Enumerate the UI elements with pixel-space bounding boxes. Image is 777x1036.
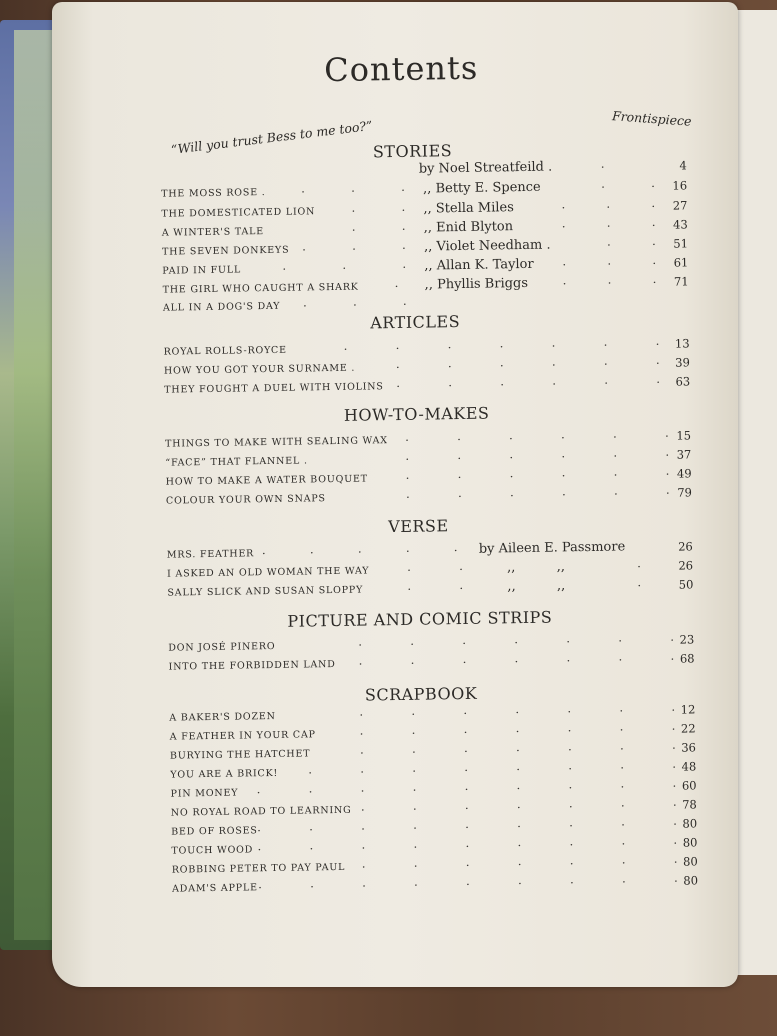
toc-page: 80 xyxy=(682,816,698,831)
section-heading-stories: STORIES xyxy=(372,141,453,162)
toc-page: 12 xyxy=(680,702,696,717)
toc-title: ROBBING PETER TO PAY PAUL xyxy=(171,861,346,876)
toc-page: 51 xyxy=(673,236,689,251)
section-heading-articles: ARTICLES xyxy=(370,312,461,333)
toc-row: MRS. FEATHER . . . . . by Aileen E. Passmore 26 xyxy=(166,539,693,561)
toc-page: 36 xyxy=(681,740,697,755)
toc-page: 80 xyxy=(682,835,698,850)
toc-author: by Aileen E. Passmore xyxy=(478,539,626,557)
toc-title: THINGS TO MAKE WITH SEALING WAX xyxy=(165,435,388,450)
toc-page: 61 xyxy=(673,255,689,270)
toc-row: ALL IN A DOG'S DAY . . . xyxy=(162,293,407,314)
toc-page: 78 xyxy=(682,797,697,812)
toc-page: 4 xyxy=(679,158,687,173)
toc-title: HOW TO MAKE A WATER BOUQUET xyxy=(165,473,368,488)
toc-page: 26 xyxy=(678,558,694,573)
toc-page: 37 xyxy=(676,447,692,462)
toc-title: THE MOSS ROSE . xyxy=(161,187,266,200)
toc-title: COLOUR YOUR OWN SNAPS xyxy=(165,493,326,507)
toc-page: 43 xyxy=(672,217,688,232)
toc-row: BED OF ROSES . . . . . . . . . 80 xyxy=(171,813,698,838)
toc-row: by Noel Streatfeild . . 4 xyxy=(418,156,687,177)
toc-title: YOU ARE A BRICK! xyxy=(170,767,279,781)
toc-title: MRS. FEATHER xyxy=(166,548,255,561)
toc-row: DON JOSÉ PINERO . . . . . . . 23 xyxy=(168,629,695,654)
toc-row: PIN MONEY . . . . . . . . . 60 xyxy=(170,775,697,800)
toc-page: 22 xyxy=(680,721,696,736)
toc-title: SALLY SLICK AND SUSAN SLOPPY xyxy=(167,584,364,599)
toc-author: ,, Violet Needham . xyxy=(423,237,551,255)
toc-title: A FEATHER IN YOUR CAP xyxy=(169,729,316,743)
toc-row: THE SEVEN DONKEYS . . . ,, Violet Needham . . . 51 xyxy=(161,233,689,258)
frontispiece-label: Frontispiece xyxy=(611,108,692,129)
toc-title: THE SEVEN DONKEYS xyxy=(161,244,290,258)
toc-title: A BAKER'S DOZEN xyxy=(169,710,276,724)
toc-row: I ASKED AN OLD WOMAN THE WAY . . ,, ,, . 26 xyxy=(167,556,694,580)
toc-page: 50 xyxy=(678,577,694,592)
toc-page: 79 xyxy=(677,485,693,500)
toc-title: ROYAL ROLLS-ROYCE xyxy=(163,344,287,358)
toc-page: 15 xyxy=(676,428,692,443)
toc-row: COLOUR YOUR OWN SNAPS . . . . . . 79 xyxy=(165,482,693,507)
section-heading-how-to-makes: HOW-TO-MAKES xyxy=(343,403,490,425)
toc-title: PIN MONEY xyxy=(170,787,239,800)
toc-page: 48 xyxy=(681,759,697,774)
toc-row: HOW TO MAKE A WATER BOUQUET . . . . . . 49 xyxy=(165,463,692,488)
toc-page: 39 xyxy=(675,355,690,370)
toc-row: INTO THE FORBIDDEN LAND . . . . . . . 68 xyxy=(168,648,695,673)
toc-author: by Noel Streatfeild . xyxy=(418,159,553,177)
toc-row: “FACE” THAT FLANNEL . . . . . . . 37 xyxy=(165,444,692,469)
toc-title: A WINTER'S TALE xyxy=(161,226,265,239)
toc-title: BED OF ROSES xyxy=(171,825,258,838)
toc-author: ,, Stella Miles xyxy=(423,200,514,217)
toc-row: A WINTER'S TALE . . ,, Enid Blyton . . . 43 xyxy=(161,214,688,239)
toc-row: BURYING THE HATCHET . . . . . . . 36 xyxy=(169,737,697,762)
toc-row: YOU ARE A BRICK! . . . . . . . . 48 xyxy=(170,756,697,781)
toc-page: 63 xyxy=(675,374,691,389)
toc-page: 71 xyxy=(673,274,689,289)
section-heading-scrapbook: SCRAPBOOK xyxy=(364,683,478,705)
toc-page: 23 xyxy=(679,632,695,647)
toc-author: ,, Enid Blyton xyxy=(423,219,514,236)
toc-page: 16 xyxy=(672,178,688,193)
toc-title: I ASKED AN OLD WOMAN THE WAY xyxy=(167,565,370,580)
toc-title: INTO THE FORBIDDEN LAND xyxy=(168,659,336,673)
toc-author: ,, Phyllis Briggs xyxy=(424,275,529,293)
toc-row: SALLY SLICK AND SUSAN SLOPPY . . ,, ,, . 50 xyxy=(167,575,694,599)
toc-row: THE DOMESTICATED LION . . ,, Stella Miles . . . 27 xyxy=(161,195,688,220)
toc-title: NO ROYAL ROAD TO LEARNING xyxy=(170,804,352,819)
toc-author: ,, Betty E. Spence xyxy=(423,179,541,197)
toc-title: ADAM'S APPLE xyxy=(171,882,258,895)
toc-author: ,, ,, xyxy=(507,578,566,595)
toc-page: 80 xyxy=(683,873,699,888)
toc-page: 26 xyxy=(678,539,693,554)
toc-row: THINGS TO MAKE WITH SEALING WAX . . . . . . 15 xyxy=(165,425,692,450)
frontispiece-caption: “Will you trust Bess to me too?” xyxy=(170,117,374,158)
toc-title: PAID IN FULL xyxy=(162,264,242,277)
toc-title: BURYING THE HATCHET xyxy=(169,748,311,762)
toc-page: 13 xyxy=(674,336,690,351)
toc-row: THEY FOUGHT A DUEL WITH VIOLINS . . . . . . 63 xyxy=(164,371,691,396)
toc-row: NO ROYAL ROAD TO LEARNING . . . . . . . 78 xyxy=(170,794,697,819)
toc-row: ROYAL ROLLS-ROYCE . . . . . . . 13 xyxy=(163,333,690,358)
toc-title: TOUCH WOOD xyxy=(171,844,254,857)
toc-page: 60 xyxy=(681,778,697,793)
toc-author: ,, ,, xyxy=(506,559,566,576)
toc-title: THE GIRL WHO CAUGHT A SHARK xyxy=(162,281,359,296)
toc-page: 68 xyxy=(679,651,695,666)
toc-row: THE MOSS ROSE . . . . ,, Betty E. Spence . . 16 xyxy=(161,175,688,200)
toc-title: THE DOMESTICATED LION xyxy=(161,206,316,220)
toc-title: THEY FOUGHT A DUEL WITH VIOLINS xyxy=(164,381,384,396)
toc-author: ,, Allan K. Taylor xyxy=(424,256,534,274)
toc-row: A FEATHER IN YOUR CAP . . . . . . . 22 xyxy=(169,718,696,743)
toc-row: A BAKER'S DOZEN . . . . . . . 12 xyxy=(169,699,696,724)
toc-row: ADAM'S APPLE . . . . . . . . . 80 xyxy=(171,870,699,895)
contents-page xyxy=(50,0,746,1005)
toc-title: ALL IN A DOG'S DAY xyxy=(162,300,281,314)
toc-row: TOUCH WOOD . . . . . . . . . 80 xyxy=(171,832,698,857)
toc-title: HOW YOU GOT YOUR SURNAME . xyxy=(163,362,356,377)
toc-row: HOW YOU GOT YOUR SURNAME . . . . . . . 39 xyxy=(163,352,690,377)
page-title: Contents xyxy=(323,48,479,90)
toc-page: 80 xyxy=(682,854,698,869)
section-heading-picture-comic-strips: PICTURE AND COMIC STRIPS xyxy=(287,607,553,631)
toc-page: 27 xyxy=(672,198,688,213)
toc-page: 49 xyxy=(676,466,692,481)
toc-title: DON JOSÉ PINERO xyxy=(168,640,276,654)
section-heading-verse: VERSE xyxy=(388,516,449,537)
toc-title: “FACE” THAT FLANNEL . xyxy=(165,455,308,469)
toc-row: PAID IN FULL . . . ,, Allan K. Taylor . . . 61 xyxy=(162,252,689,277)
toc-row: THE GIRL WHO CAUGHT A SHARK . ,, Phyllis Briggs . . . 71 xyxy=(162,271,689,296)
toc-row: ROBBING PETER TO PAY PAUL . . . . . . . 80 xyxy=(171,851,698,876)
